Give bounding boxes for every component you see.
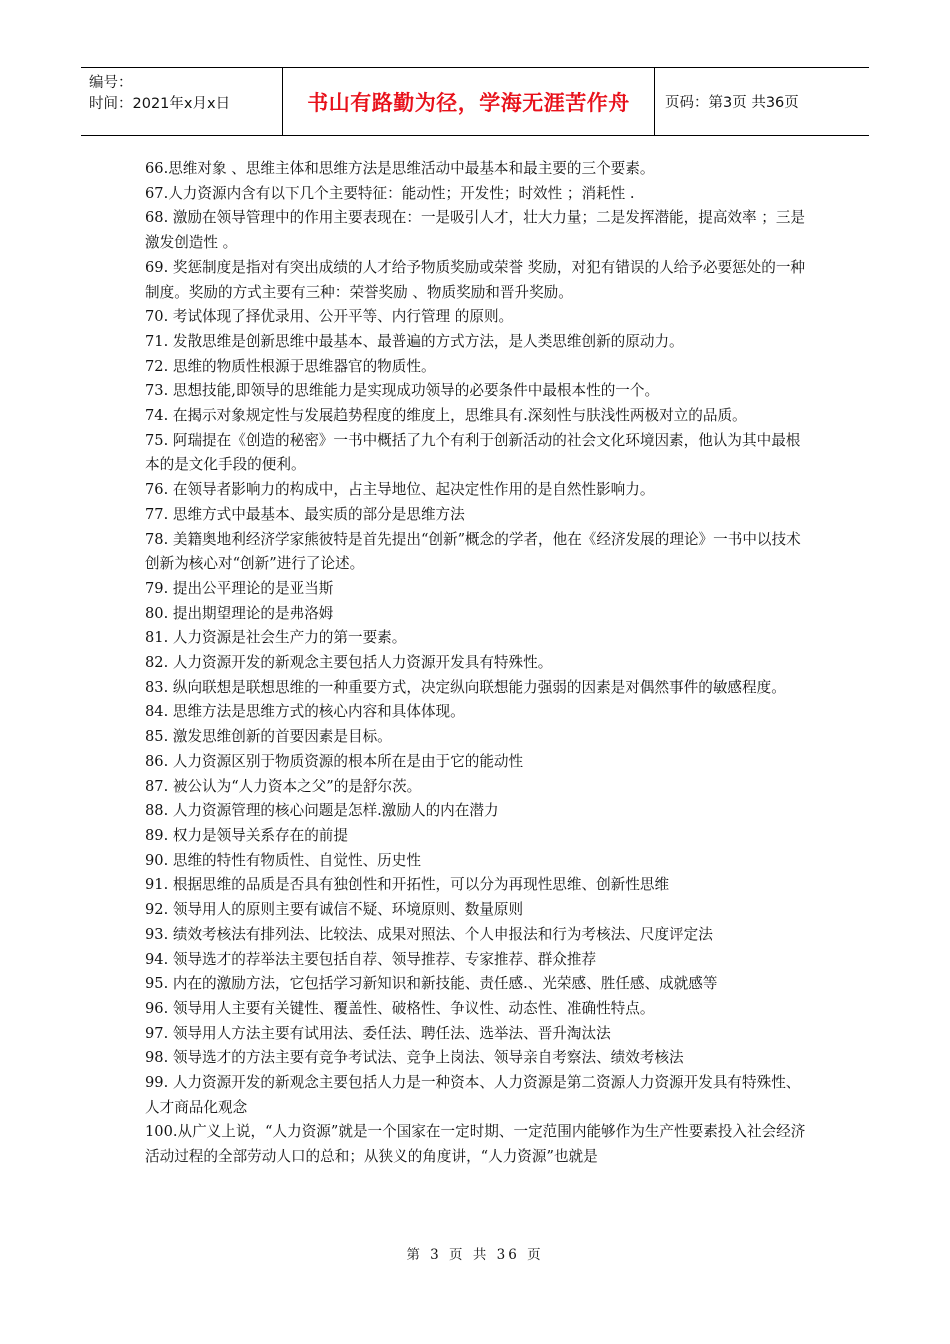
list-item: 94. 领导选才的荐举法主要包括自荐、领导推荐、专家推荐、群众推荐 — [145, 950, 597, 968]
header-meta — [81, 68, 282, 135]
list-item: 73. 思想技能,即领导的思维能力是实现成功领导的必要条件中最根本性的一个。 — [145, 382, 660, 400]
list-item: 79. 提出公平理论的是亚当斯 — [145, 579, 334, 597]
list-item: 97. 领导用人方法主要有试用法、委任法、聘任法、选举法、晋升淘汰法 — [145, 1024, 611, 1042]
list-item: 92. 领导用人的原则主要有诚信不疑、环境原则、数量原则 — [145, 901, 524, 919]
list-item: 69. 奖惩制度是指对有突出成绩的人才给予物质奖励或荣誉 奖励，对犯有错误的人给予必要惩处的一种制度。奖励的方式主要有三种：荣誉奖励 、物质奖励和晋升奖励。 — [145, 258, 806, 301]
time-label: 时间：2021年x月x日 — [89, 96, 231, 112]
list-item: 81. 人力资源是社会生产力的第一要素。 — [145, 629, 407, 647]
page-header — [81, 67, 869, 136]
list-item: 88. 人力资源管理的核心问题是怎样.激励人的内在潜力 — [145, 802, 499, 820]
list-item: 90. 思维的特性有物质性、自觉性、历史性 — [145, 851, 421, 869]
list-item: 99. 人力资源开发的新观念主要包括人力是一种资本、人力资源是第二资源人力资源开发具有特殊性、人才商品化观念 — [145, 1074, 801, 1116]
document-body — [145, 157, 812, 1170]
list-item: 78. 美籍奥地利经济学家熊彼特是首先提出“创新”概念的学者，他在《经济发展的理论》一书中以技术创新为核心对“创新”进行了论述。 — [145, 530, 801, 573]
serial-label: 编号： — [89, 75, 133, 91]
list-item: 91. 根据思维的品质是否具有独创性和开拓性，可以分为再现性思维、创新性思维 — [145, 876, 670, 894]
list-item: 95. 内在的激励方法，它包括学习新知识和新技能、责任感.、光荣感、胜任感、成就感等 — [145, 975, 718, 993]
list-item: 66.思维对象 、思维主体和思维方法是思维活动中最基本和最主要的三个要素。 — [145, 160, 655, 177]
page-footer: 第 3 页 共 36 页 — [406, 1247, 544, 1263]
list-item: 89. 权力是领导关系存在的前提 — [145, 826, 348, 844]
list-item: 85. 激发思维创新的首要因素是目标。 — [145, 728, 392, 746]
list-item: 70. 考试体现了择优录用、公开平等、内行管理 的原则。 — [145, 308, 514, 326]
list-item: 68. 激励在领导管理中的作用主要表现在：一是吸引人才，壮大力量；二是发挥潜能，提高效率 ；三是 激发创造性 。 — [145, 209, 806, 252]
list-item: 83. 纵向联想是联想思维的一种重要方式，决定纵向联想能力强弱的因素是对偶然事件的敏感程度。 — [145, 678, 786, 696]
list-item: 87. 被公认为“人力资本之父”的是舒尔茨。 — [145, 777, 422, 795]
list-item: 96. 领导用人主要有关键性、覆盖性、破格性、争议性、动态性、准确性特点。 — [145, 999, 655, 1017]
list-item: 74. 在揭示对象规定性与发展趋势程度的维度上，思维具有.深刻性与肤浅性两极对立的品质。 — [145, 407, 747, 425]
list-item: 72. 思维的物质性根源于思维器官的物质性。 — [145, 357, 436, 375]
list-item: 82. 人力资源开发的新观念主要包括人力资源开发具有特殊性。 — [145, 654, 553, 672]
header-page-code: 页码：第3页 共36页 — [665, 95, 799, 111]
list-item: 86. 人力资源区别于物质资源的根本所在是由于它的能动性 — [145, 752, 524, 770]
list-item: 76. 在领导者影响力的构成中，占主导地位、起决定性作用的是自然性影响力。 — [145, 481, 655, 499]
list-item: 93. 绩效考核法有排列法、比较法、成果对照法、个人申报法和行为考核法、尺度评定法 — [145, 925, 713, 943]
list-item: 77. 思维方式中最基本、最实质的部分是思维方法 — [145, 505, 465, 523]
list-item: 71. 发散思维是创新思维中最基本、最普遍的方式方法，是人类思维创新的原动力。 — [145, 332, 684, 350]
list-item: 75. 阿瑞提在《创造的秘密》一书中概括了九个有利于创新活动的社会文化环境因素，他认为其中最根本的是文化手段的便利。 — [145, 431, 801, 474]
list-item: 100.从广义上说，“人力资源”就是一个国家在一定时期、一定范围内能够作为生产性要素投入社会经济活动过程的全部劳动人口的总和；从狭义的角度讲，“人力资源”也就是 — [145, 1123, 806, 1166]
list-item: 80. 提出期望理论的是弗洛姆 — [145, 604, 334, 622]
list-item: 67.人力资源内含有以下几个主要特征：能动性；开发性；时效性 ；消耗性 . — [145, 184, 635, 202]
list-item: 98. 领导选才的方法主要有竞争考试法、竞争上岗法、领导亲自考察法、绩效考核法 — [145, 1049, 684, 1067]
header-motto: 书山有路勤为径，学海无涯苦作舟 — [282, 68, 655, 135]
list-item: 84. 思维方法是思维方式的核心内容和具体体现。 — [145, 703, 465, 721]
